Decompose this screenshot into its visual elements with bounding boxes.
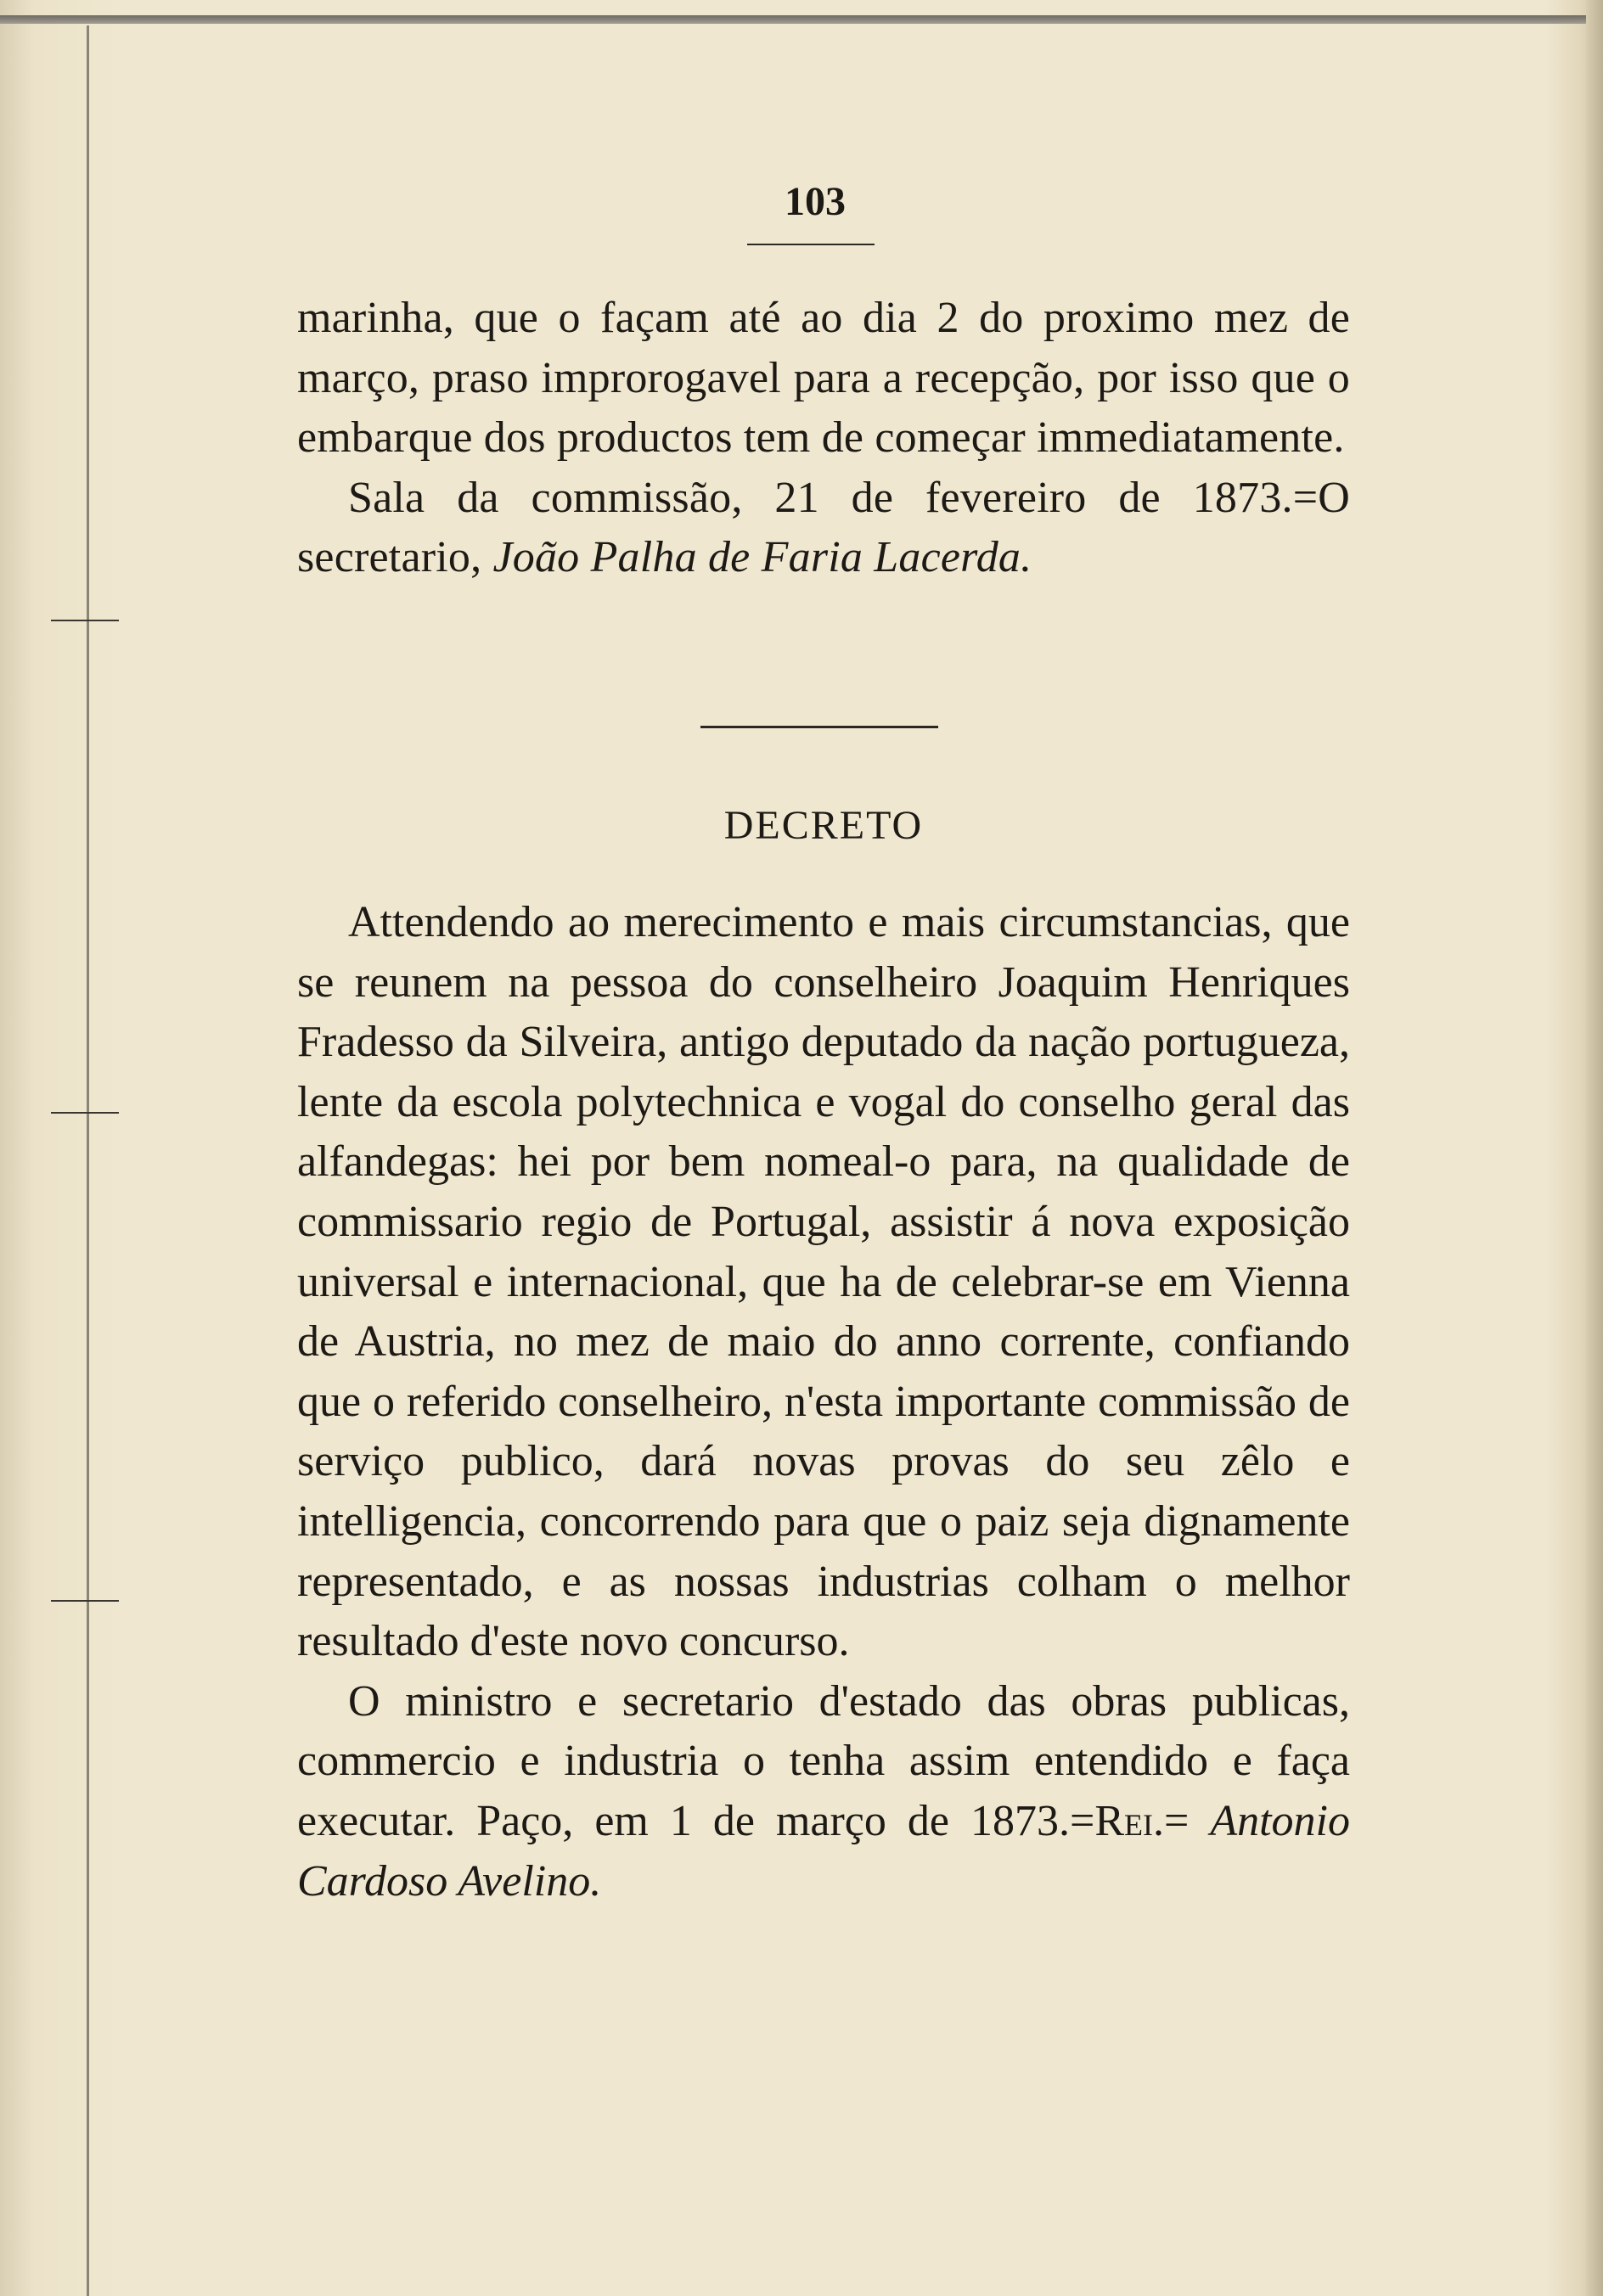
page-number: 103	[785, 179, 846, 224]
signature-separator: =	[1164, 1796, 1190, 1845]
decree-heading: DECRETO	[723, 803, 924, 848]
secretary-signature: João Palha de Faria Lacerda.	[492, 533, 1032, 581]
decree-text	[297, 893, 1350, 1911]
minister-signature: Antonio Cardoso Avelino.	[297, 1796, 1351, 1906]
binding-line	[87, 25, 89, 2296]
sala-text: Sala da commissão, 21 de fevereiro de 1873.=O secretario,	[297, 473, 1350, 581]
margin-tick	[51, 1600, 119, 1602]
page-right-edge	[1586, 0, 1603, 2296]
paragraph-continued: marinha, que o façam até ao dia 2 do proximo mez de março, praso improrogavel para a recepção, por isso que o embarque dos productos tem de começar immediatamente.	[297, 294, 1350, 462]
page-number-rule	[747, 244, 875, 245]
paragraph-sala	[297, 469, 1350, 588]
margin-tick	[51, 620, 119, 621]
rei-signature: Rei.	[1094, 1796, 1164, 1845]
continued-text	[297, 289, 1350, 588]
closing-text: O ministro e secretario d'estado das obras publicas, commercio e industria o tenha assim entendido e faça executar. Paço, em 1 de março de 1873.=	[297, 1676, 1350, 1845]
decree-body: Attendendo ao merecimento e mais circumstancias, que se reunem na pessoa do conselheiro Joaquim Henriques Fradesso da Silveira, antigo deputado da nação portugueza, lente da escola polytechnica e vogal do conselho geral das alfandegas: hei por bem nomeal-o para, na qualidade de commissario regio de Portugal, assistir á nova exposição universal e internacional, que ha de celebrar-se em Vienna de Austria, no mez de maio do anno corrente, confiando que o referido conselheiro, n'esta importante commissão de serviço publico, dará novas provas do seu zêlo e intelligencia, concorrendo para que o paiz seja dignamente representado, e as nossas industrias colham o melhor resultado d'este novo concurso.	[297, 898, 1350, 1666]
page-top-edge	[0, 15, 1603, 24]
decree-closing	[297, 1672, 1350, 1911]
margin-tick	[51, 1112, 119, 1114]
section-divider	[700, 726, 938, 728]
